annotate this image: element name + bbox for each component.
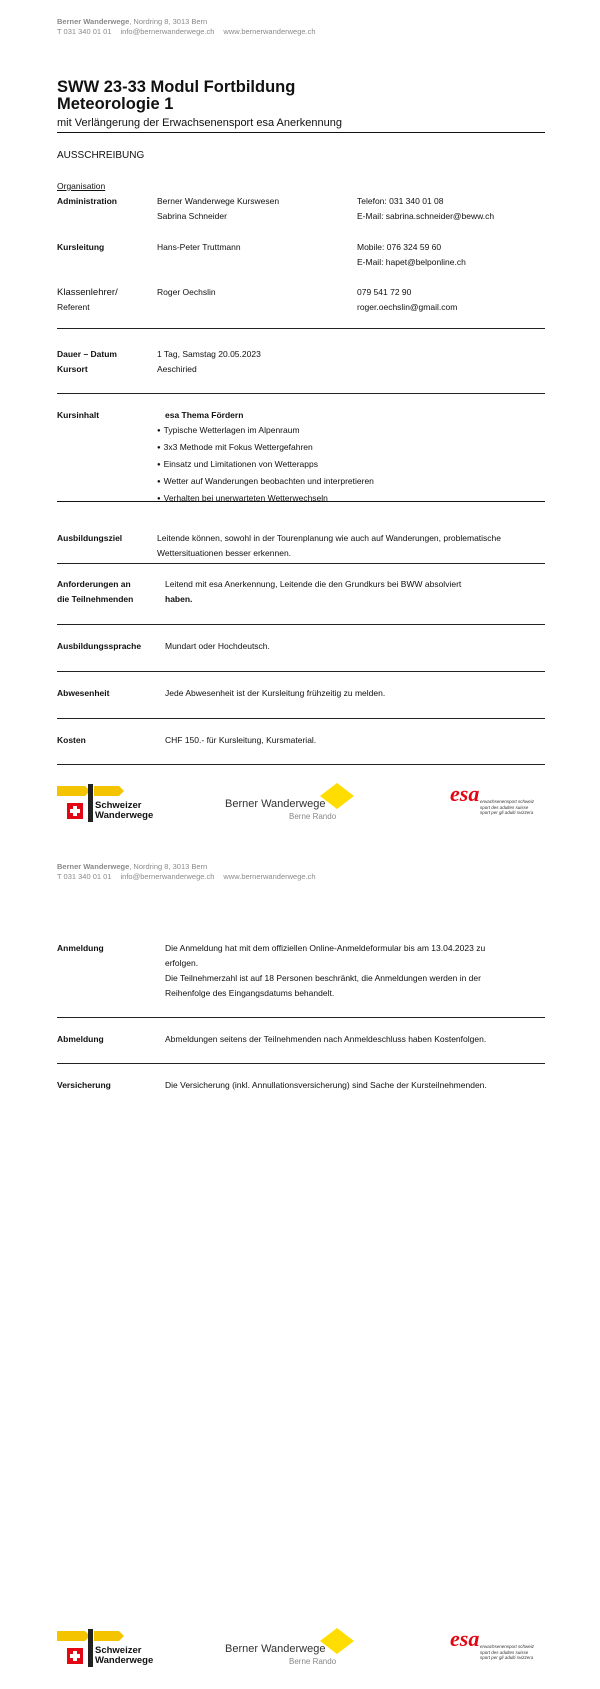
list-item: ● Wetter auf Wanderungen beobachten und interpretieren [157, 474, 374, 491]
letterhead-address: , Nordring 8, 3013 Bern [129, 862, 208, 871]
registration-line2: erfolgen. [165, 958, 199, 968]
teacher-label2: Referent [57, 302, 90, 312]
admin-email[interactable]: E-Mail: sabrina.schneider@beww.ch [357, 211, 495, 221]
letterhead-email[interactable]: info@bernerwanderwege.ch [120, 871, 215, 881]
divider [57, 328, 545, 329]
schweizer-wanderwege-logo [57, 783, 162, 823]
esa-mark: esa [450, 781, 480, 806]
letterhead-org: Berner Wanderwege [57, 862, 130, 871]
divider [57, 671, 545, 672]
letterhead [57, 17, 316, 36]
esa-logo [450, 781, 550, 825]
esa-line1: erwachsenensport schweiz [480, 1644, 535, 1649]
teacher-label1: Klassenlehrer/ [57, 287, 118, 298]
title-line2: Meteorologie 1 [57, 95, 174, 113]
esa-line2: sport des adultes suisse [480, 804, 529, 810]
list-item: ● Typische Wetterlagen im Alpenraum [157, 423, 374, 440]
organisation-heading: Organisation [57, 181, 106, 191]
requirements-line1: Leitend mit esa Anerkennung, Leitende die den Grundkurs bei BWW absolviert [165, 579, 462, 589]
requirements-label1: Anforderungen an [57, 579, 131, 589]
registration-line3: Die Teilnehmerzahl ist auf 18 Personen beschränkt, die Anmeldungen werden in der [165, 973, 481, 983]
lead-name: Hans-Peter Truttmann [157, 242, 241, 252]
goal-line2: Wettersituationen besser erkennen. [157, 548, 292, 558]
content-heading: esa Thema Fördern [165, 410, 244, 420]
lead-label: Kursleitung [57, 242, 105, 252]
registration-line4: Reihenfolge des Eingangsdatums behandelt. [165, 988, 335, 998]
divider [57, 624, 545, 625]
admin-name2: Sabrina Schneider [157, 211, 227, 221]
sw-line2: Wanderwege [95, 810, 154, 821]
letterhead [57, 862, 316, 881]
esa-line2: sport des adultes suisse [480, 1649, 529, 1655]
lead-mobile: Mobile: 076 324 59 60 [357, 242, 442, 252]
place-value: Aeschiried [157, 364, 197, 374]
divider [57, 501, 545, 502]
divider [57, 1063, 545, 1064]
letterhead-web[interactable]: www.bernerwanderwege.ch [223, 871, 316, 881]
letterhead-web[interactable]: www.bernerwanderwege.ch [223, 26, 316, 36]
list-item: ● Einsatz und Limitationen von Wetterapps [157, 457, 374, 474]
language-label: Ausbildungssprache [57, 641, 142, 651]
duration-value: 1 Tag, Samstag 20.05.2023 [157, 349, 261, 359]
divider [57, 764, 545, 765]
teacher-phone: 079 541 72 90 [357, 287, 412, 297]
letterhead-phone: T 031 340 01 01 [57, 26, 112, 36]
goal-label: Ausbildungsziel [57, 533, 123, 543]
berner-wanderwege-logo [225, 783, 360, 823]
list-item: ● 3x3 Methode mit Fokus Wettergefahren [157, 440, 374, 457]
letterhead-address: , Nordring 8, 3013 Bern [129, 17, 208, 26]
divider [57, 1017, 545, 1018]
document-subtitle: mit Verlängerung der Erwachsenensport esa Anerkennung [57, 117, 342, 129]
letterhead-phone: T 031 340 01 01 [57, 871, 112, 881]
registration-line1: Die Anmeldung hat mit dem offiziellen Online-Anmeldeformular bis am 13.04.2023 zu [165, 943, 486, 953]
language-value: Mundart oder Hochdeutsch. [165, 641, 270, 651]
goal-line1: Leitende können, sowohl in der Tourenplanung wie auch auf Wanderungen, problematische [157, 533, 502, 543]
section-heading: AUSSCHREIBUNG [57, 150, 145, 161]
absence-value: Jede Abwesenheit ist der Kursleitung frühzeitig zu melden. [165, 688, 386, 698]
esa-mark: esa [450, 1626, 480, 1651]
esa-logo [450, 1626, 550, 1670]
admin-label: Administration [57, 196, 117, 206]
title-line1: SWW 23-33 Modul Fortbildung [57, 78, 296, 96]
esa-line1: erwachsenensport schweiz [480, 799, 535, 804]
registration-label: Anmeldung [57, 943, 104, 953]
sw-line1: Schweizer [95, 800, 142, 811]
place-label: Kursort [57, 364, 88, 374]
teacher-name: Roger Oechslin [157, 287, 216, 297]
divider [57, 718, 545, 719]
divider [57, 393, 545, 394]
insurance-value: Die Versicherung (inkl. Annullationsversicherung) sind Sache der Kursteilnehmenden. [165, 1080, 487, 1090]
letterhead-org: Berner Wanderwege [57, 17, 130, 26]
lead-email[interactable]: E-Mail: hapet@belponline.ch [357, 257, 466, 267]
costs-label: Kosten [57, 735, 86, 745]
divider [57, 563, 545, 564]
requirements-label2: die Teilnehmenden [57, 594, 134, 604]
letterhead-email[interactable]: info@bernerwanderwege.ch [120, 26, 215, 36]
bw-line1: Berner Wanderwege [225, 1643, 326, 1655]
sw-line1: Schweizer [95, 1645, 142, 1656]
requirements-line2: haben. [165, 594, 193, 604]
divider [57, 132, 545, 133]
berner-wanderwege-logo [225, 1628, 360, 1668]
duration-label: Dauer – Datum [57, 349, 117, 359]
insurance-label: Versicherung [57, 1080, 111, 1090]
content-list [157, 423, 374, 508]
teacher-email[interactable]: roger.oechslin@gmail.com [357, 302, 458, 312]
cancellation-value: Abmeldungen seitens der Teilnehmenden nach Anmeldeschluss haben Kostenfolgen. [165, 1034, 487, 1044]
bw-line1: Berner Wanderwege [225, 798, 326, 810]
list-item: ● Verhalten bei unerwarteten Wetterwechseln [157, 491, 374, 508]
bw-line2: Berne Rando [289, 812, 337, 821]
esa-line3: sport per gli adulti svizzera [480, 810, 534, 815]
absence-label: Abwesenheit [57, 688, 110, 698]
admin-name1: Berner Wanderwege Kurswesen [157, 196, 280, 206]
sw-line2: Wanderwege [95, 1655, 154, 1666]
content-label: Kursinhalt [57, 410, 100, 420]
admin-phone: Telefon: 031 340 01 08 [357, 196, 444, 206]
document-title [57, 79, 295, 113]
esa-line3: sport per gli adulti svizzera [480, 1655, 534, 1660]
schweizer-wanderwege-logo [57, 1628, 162, 1668]
cancellation-label: Abmeldung [57, 1034, 104, 1044]
costs-value: CHF 150.- für Kursleitung, Kursmaterial. [165, 735, 317, 745]
bw-line2: Berne Rando [289, 1657, 337, 1666]
